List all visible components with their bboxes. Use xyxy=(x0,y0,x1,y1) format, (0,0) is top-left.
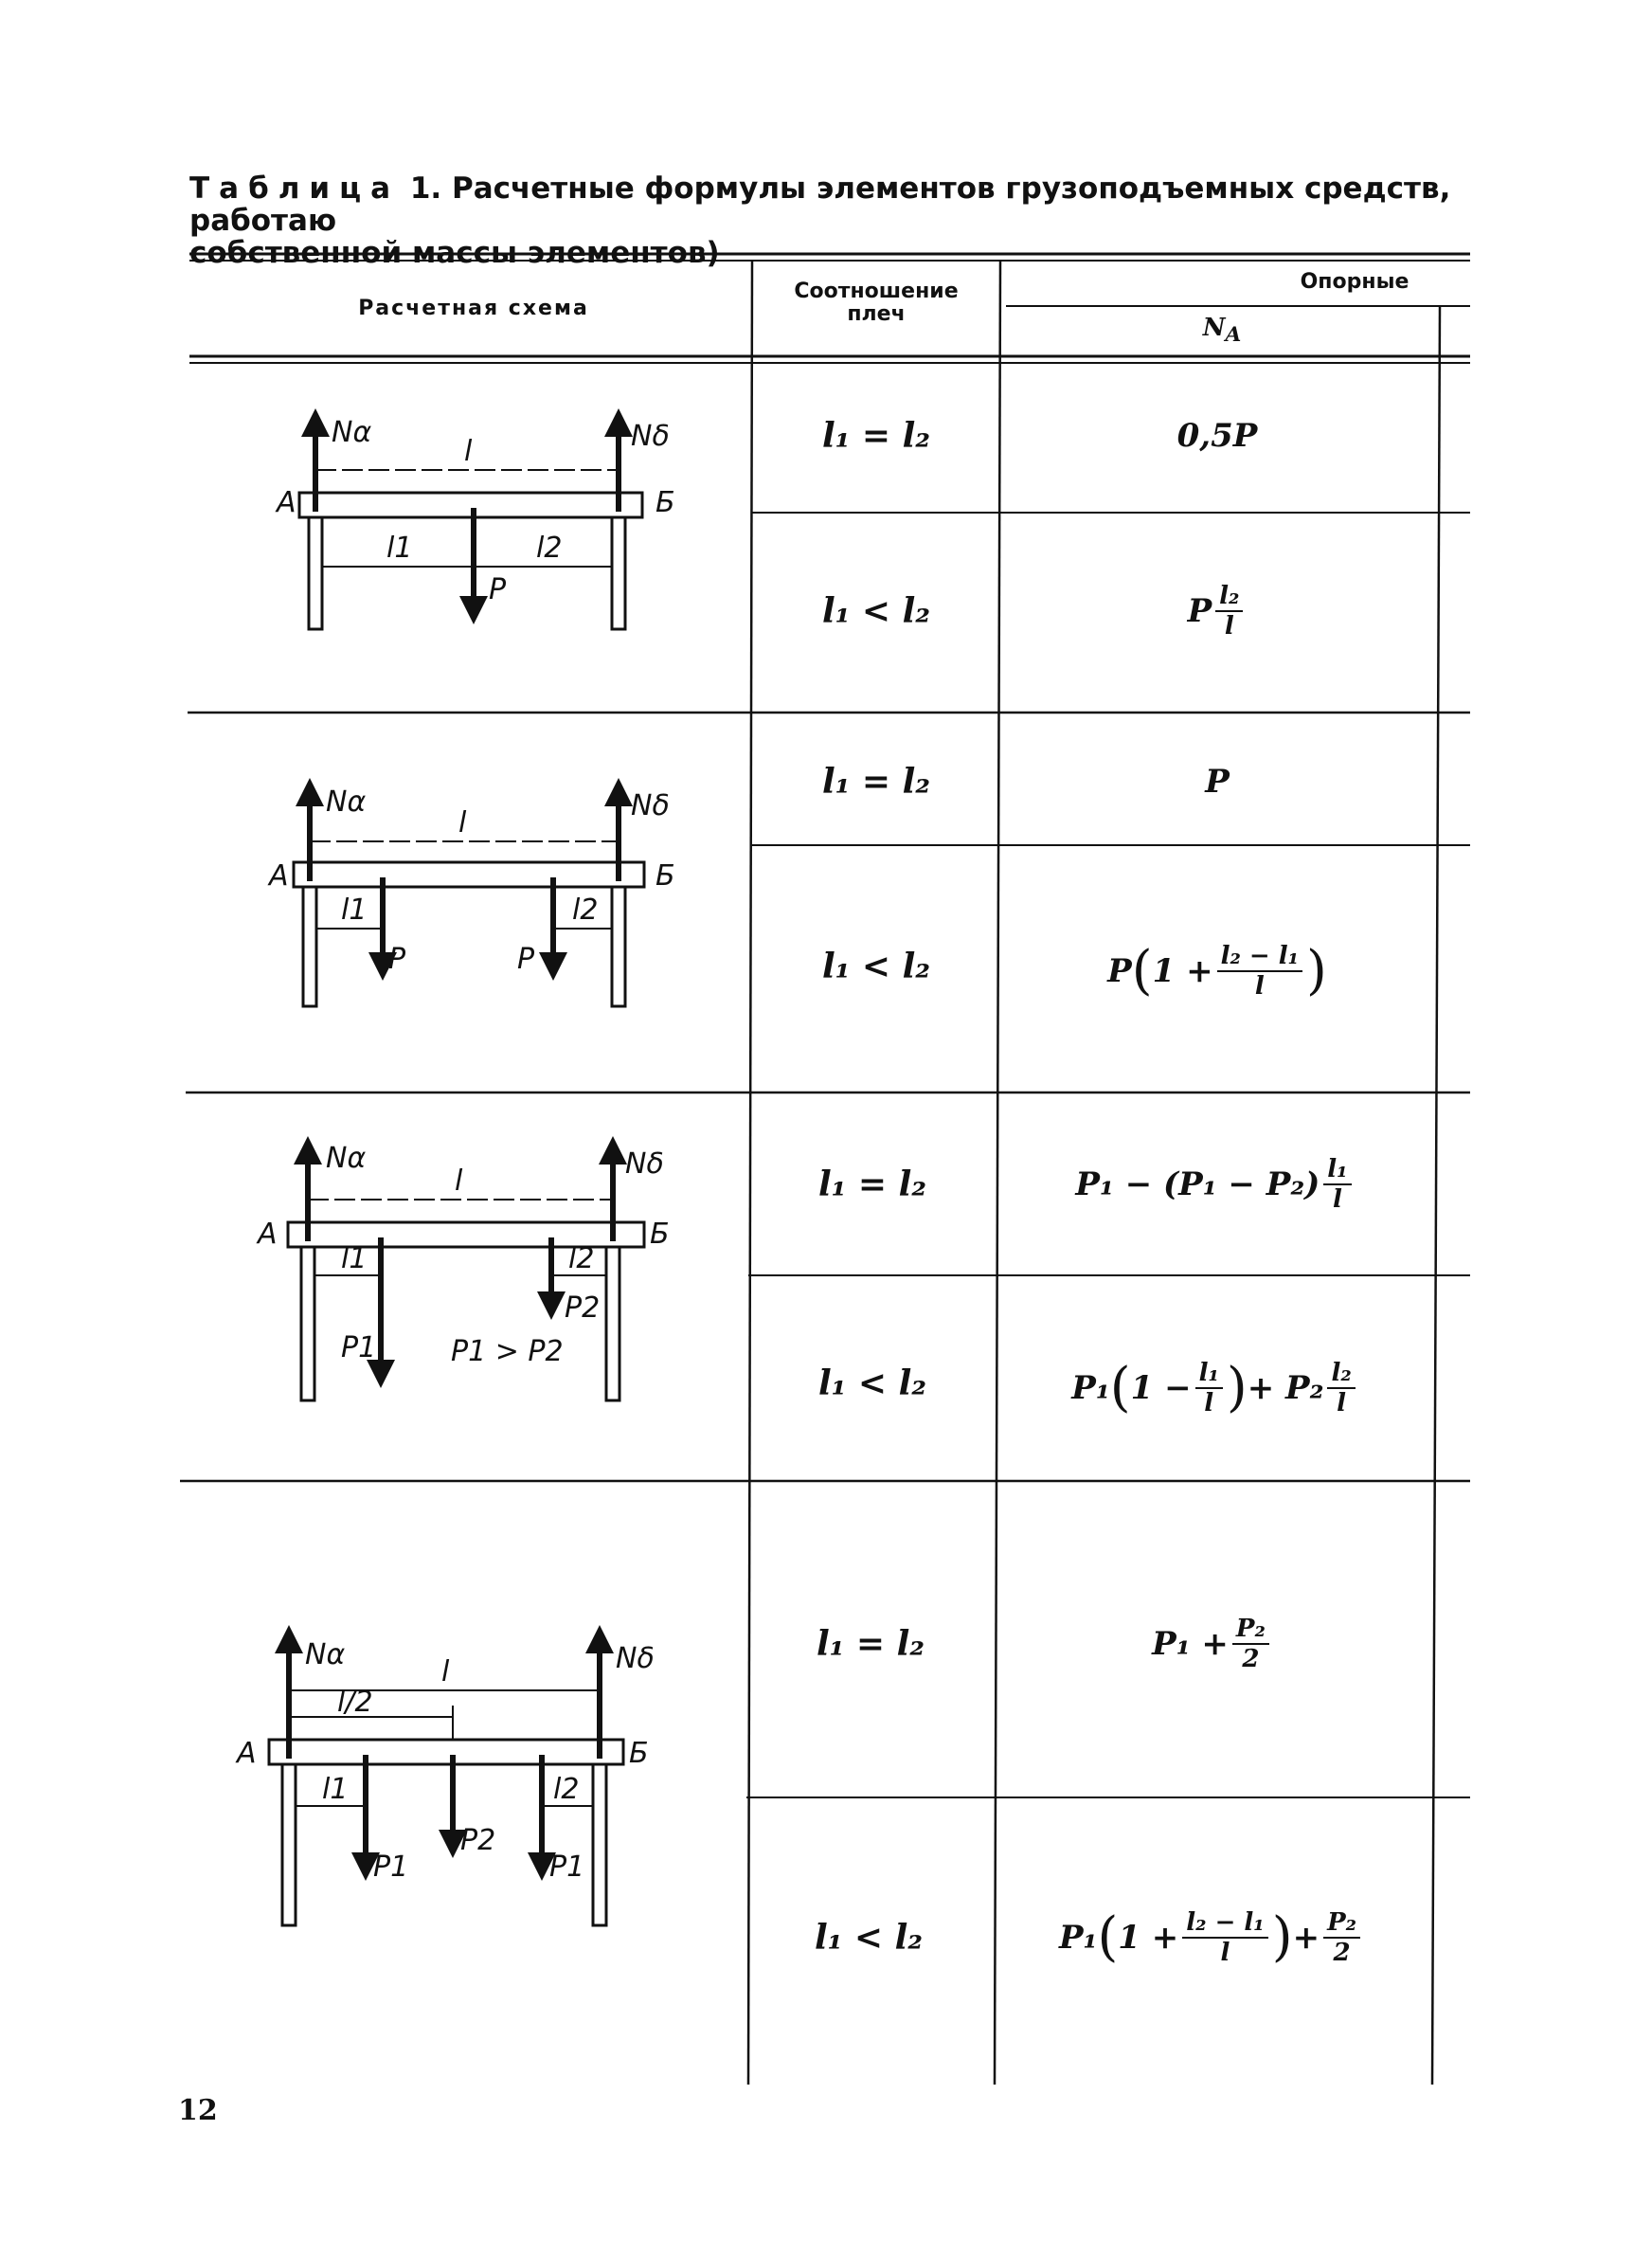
s2-l2: l2 xyxy=(572,894,599,927)
header-support: Опорные xyxy=(1300,270,1410,294)
caption-line1: 1. Расчетные формулы элементов грузоподъемных средств, работаю xyxy=(189,172,1451,238)
s3-cond: P1 > P2 xyxy=(451,1335,564,1368)
formula-7-lead: P₁ + xyxy=(1152,1625,1229,1663)
formula-6-frac2 xyxy=(1327,1359,1355,1417)
ratio-3: l₁ = l₂ xyxy=(821,762,931,802)
s1-na: Nα xyxy=(332,416,372,449)
formula-6-one: 1 − xyxy=(1130,1369,1192,1407)
formula-2-frac xyxy=(1215,582,1243,641)
s1-l2: l2 xyxy=(536,532,563,565)
formula-8-den2: 2 xyxy=(1333,1939,1351,1967)
header-ratio-line2: плеч xyxy=(847,302,906,326)
s2-nb: Nδ xyxy=(631,789,670,822)
s4-b: Б xyxy=(629,1737,649,1770)
formula-6-den: l xyxy=(1204,1389,1214,1417)
formula-2-den: l xyxy=(1224,612,1234,641)
header-scheme: Расчетная схема xyxy=(358,297,589,320)
s1-l1: l1 xyxy=(386,532,413,565)
page-number: 12 xyxy=(178,2094,218,2127)
formula-3 xyxy=(1004,730,1430,834)
s3-l1: l1 xyxy=(341,1242,368,1275)
s4-p2: P2 xyxy=(460,1824,496,1857)
s3-l: l xyxy=(455,1165,463,1198)
header-na-sub: A xyxy=(1225,323,1242,348)
formula-6-plus: + P₂ xyxy=(1247,1369,1324,1407)
s4-half: l/2 xyxy=(337,1686,373,1719)
formula-5-frac xyxy=(1323,1155,1351,1214)
s4-p1-right: P1 xyxy=(549,1851,585,1884)
s3-a: А xyxy=(258,1218,278,1251)
s1-b: Б xyxy=(655,486,675,519)
s1-p: P xyxy=(489,573,507,606)
s3-p1: P1 xyxy=(341,1331,377,1364)
formula-6-p1: P₁ xyxy=(1071,1369,1110,1407)
s4-l: l xyxy=(441,1655,450,1688)
ratio-1: l₁ = l₂ xyxy=(821,416,931,456)
formula-5 xyxy=(1000,1128,1430,1241)
formula-8-plus: + xyxy=(1292,1919,1320,1957)
s2-a: А xyxy=(269,859,289,893)
formula-4-one: 1 + xyxy=(1152,952,1213,990)
s3-l2: l2 xyxy=(568,1242,595,1275)
s1-l: l xyxy=(464,435,473,468)
formula-8-den: l xyxy=(1220,1939,1230,1967)
s4-l2: l2 xyxy=(553,1773,580,1806)
s3-na: Nα xyxy=(326,1142,367,1175)
s2-p-right: P xyxy=(517,943,535,976)
formula-2-p: P xyxy=(1187,592,1212,630)
s4-a: А xyxy=(237,1737,257,1770)
header-na-letter: N xyxy=(1202,314,1226,342)
s4-l1: l1 xyxy=(322,1773,349,1806)
caption-line2: собственной массы элементов) xyxy=(189,236,720,270)
s4-nb: Nδ xyxy=(616,1642,655,1675)
formula-6-num2: l₂ xyxy=(1327,1359,1355,1389)
s2-p-left: P xyxy=(388,943,406,976)
s3-nb: Nδ xyxy=(625,1147,664,1181)
s3-b: Б xyxy=(650,1218,670,1251)
ratio-2: l₁ < l₂ xyxy=(821,591,931,631)
formula-1 xyxy=(1004,379,1430,493)
s3-p2: P2 xyxy=(565,1291,601,1325)
s1-nb: Nδ xyxy=(631,420,670,453)
caption-lead: Таблица xyxy=(189,172,401,206)
formula-8: P₁ ( 1 + $\frac{\text{l₂ − l₁}}{l}$ ) + $\frac{\text{P₂}}{2}$ xyxy=(995,1876,1428,1999)
formula-7-den: 2 xyxy=(1242,1645,1260,1673)
formula-8-one: 1 + xyxy=(1118,1919,1179,1957)
formula-6-num: l₁ xyxy=(1195,1359,1223,1389)
ratio-6: l₁ < l₂ xyxy=(817,1363,927,1403)
s2-b: Б xyxy=(655,859,675,893)
ratio-5: l₁ = l₂ xyxy=(817,1165,927,1204)
formula-2-num: l₂ xyxy=(1215,582,1243,612)
s2-l1: l1 xyxy=(341,894,368,927)
formula-4: P ( 1 + $\frac{\text{l₂ − l₁}}{l}$ ) xyxy=(1107,940,1327,1002)
ratio-7: l₁ = l₂ xyxy=(816,1624,925,1664)
formula-1-text: 0,5P xyxy=(1176,417,1258,455)
formula-3-text: P xyxy=(1205,763,1230,801)
formula-4-frac xyxy=(1217,942,1302,1001)
s2-l: l xyxy=(458,806,467,840)
formula-7-frac xyxy=(1232,1615,1269,1673)
ratio-8: l₁ < l₂ xyxy=(814,1918,924,1958)
formula-8-frac2 xyxy=(1323,1908,1360,1967)
formula-4-den: l xyxy=(1254,972,1265,1001)
s2-na: Nα xyxy=(326,785,367,819)
formula-2 xyxy=(1004,550,1430,673)
formula-5-num: l₁ xyxy=(1323,1155,1351,1185)
formula-4-p: P xyxy=(1107,952,1132,990)
header-ratio-line1: Соотношение xyxy=(794,280,959,303)
s4-p1-left: P1 xyxy=(373,1851,409,1884)
formula-4-num: l₂ − l₁ xyxy=(1217,942,1302,972)
formula-7-num: P₂ xyxy=(1232,1615,1269,1645)
formula-6-frac xyxy=(1195,1359,1223,1417)
s1-a: А xyxy=(277,486,296,519)
formula-8-frac xyxy=(1182,1908,1267,1967)
formula-8-num: l₂ − l₁ xyxy=(1182,1908,1267,1939)
formula-5-den: l xyxy=(1332,1185,1342,1214)
ratio-4: l₁ < l₂ xyxy=(821,947,931,986)
formula-6-den2: l xyxy=(1337,1389,1347,1417)
formula-8-p1: P₁ xyxy=(1058,1919,1098,1957)
formula-6: P₁ ( 1 − $\frac{\text{l₁}}{l}$ ) + P₂ $\frac{\text{l₂}}{l}$ xyxy=(1000,1327,1430,1450)
s4-na: Nα xyxy=(305,1638,346,1671)
formula-8-num2: P₂ xyxy=(1323,1908,1360,1939)
formula-7 xyxy=(997,1582,1428,1706)
formula-5-lead: P₁ − (P₁ − P₂) xyxy=(1075,1165,1320,1203)
